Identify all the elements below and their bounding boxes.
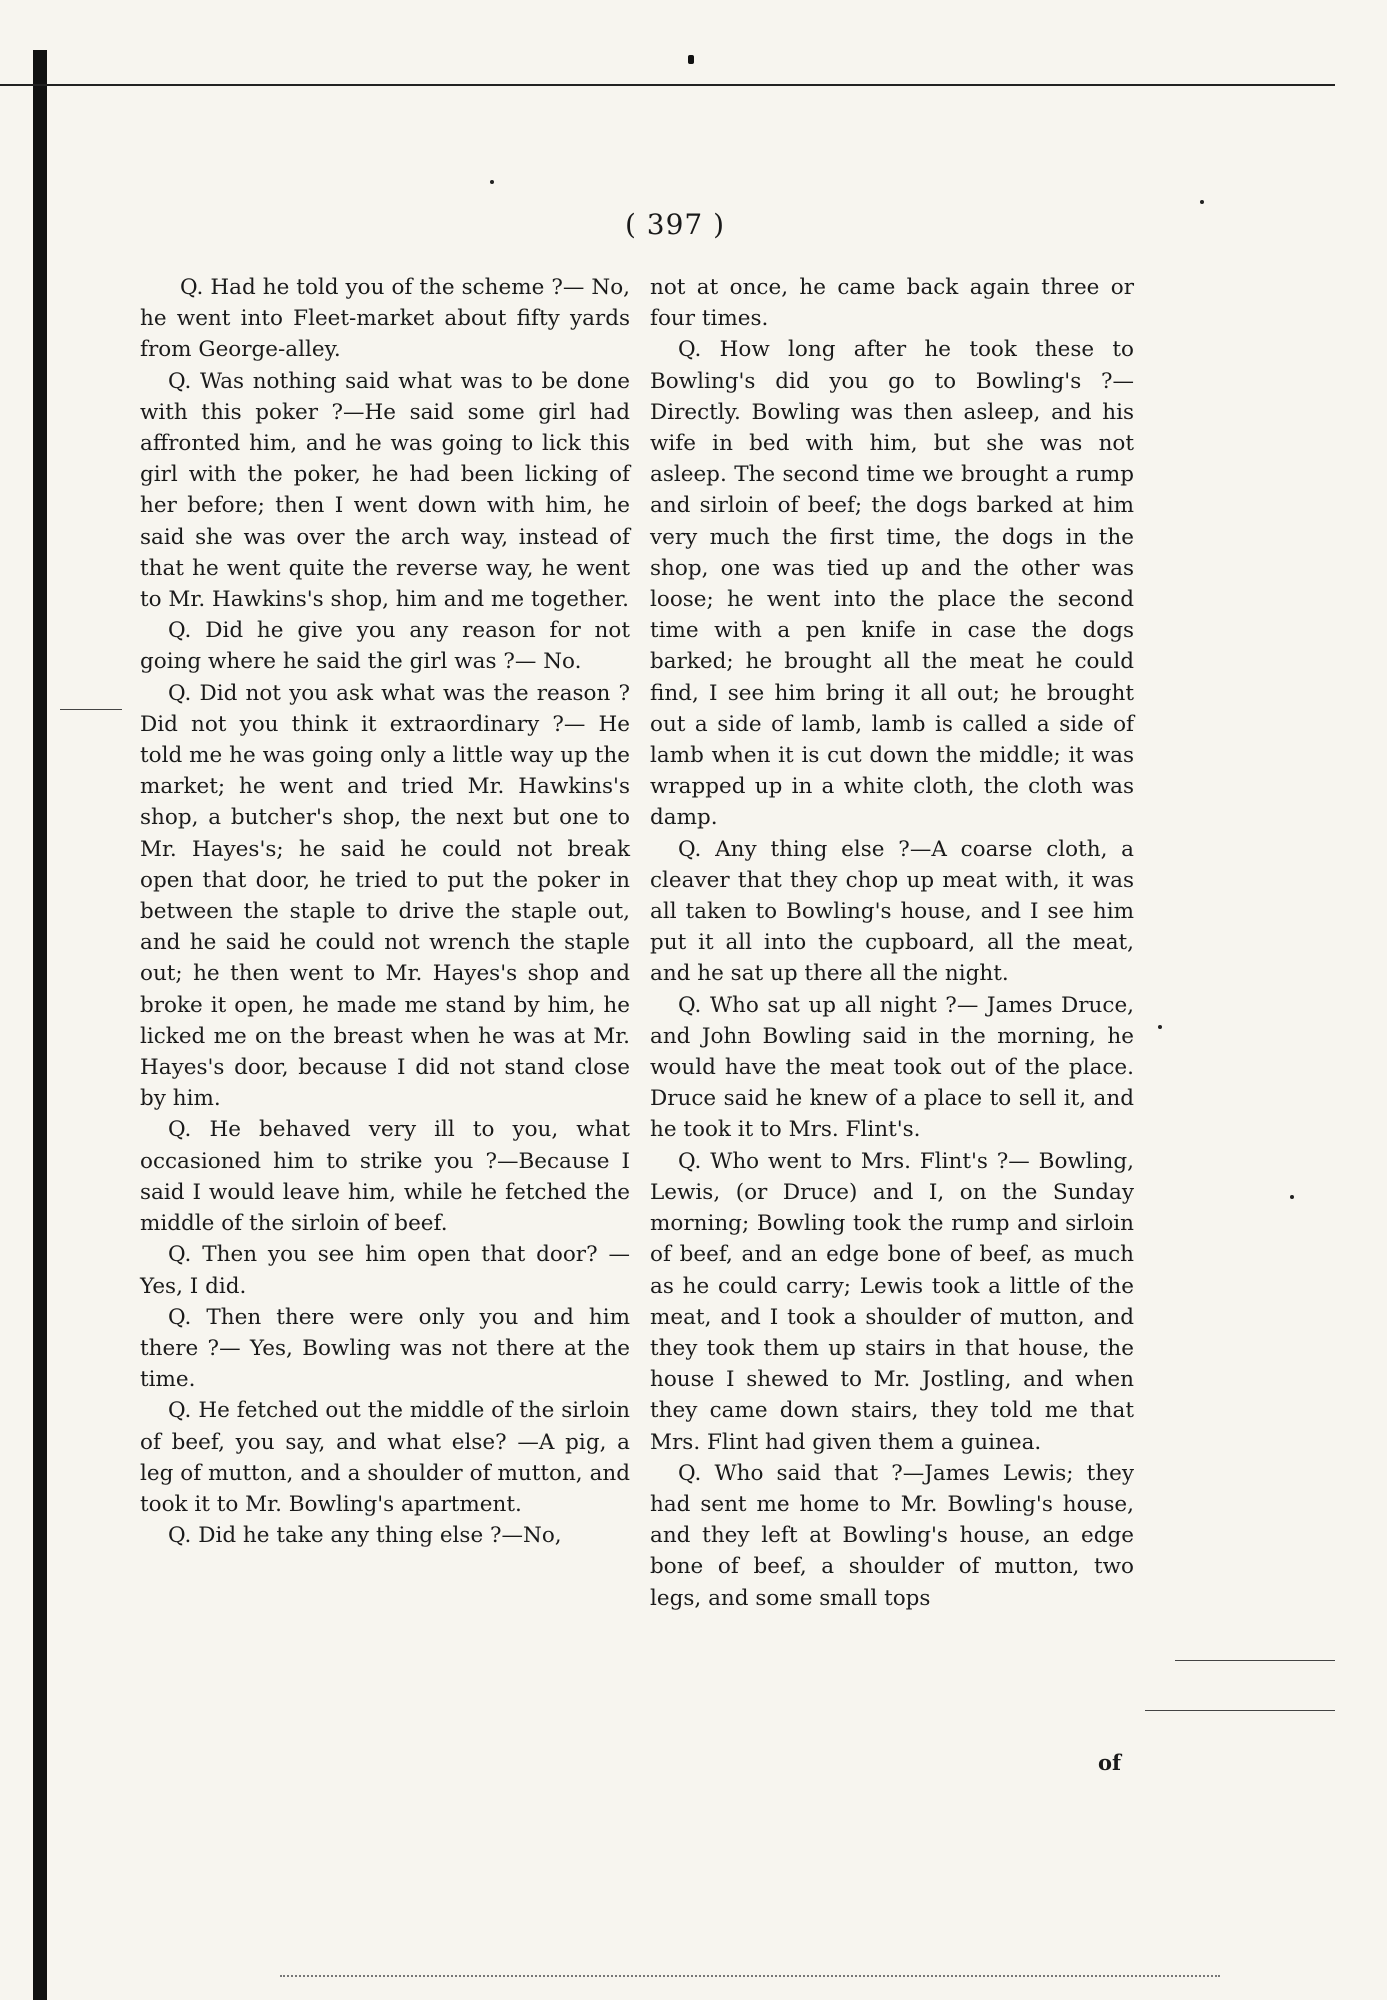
ink-speck (1290, 1195, 1294, 1199)
margin-line (1175, 1660, 1335, 1661)
paragraph: Q. Did he take any thing else ?—No, (168, 1523, 562, 1549)
paragraph: Q. Did he give you any reason for not going where he said the girl was ?— No. (140, 618, 630, 675)
paragraph: Q. How long after he took these to Bowling's did you go to Bowling's ?— Directly. Bowling was then asleep, and his wife in bed with him, but she was not asleep. The second time we brought a rump and sirloin of beef; the dogs barked at him very much the first time, the dogs in the shop, one was tied up and the other was loose; he went into the place the second time with a pen knife in case the dogs barked; he brought all the meat he could find, I see him bring it all out; he brought out a side of lamb, lamb is called a side of lamb when it is cut down the middle; it was wrapped up in a white cloth, the cloth was damp. (650, 337, 1134, 831)
ink-speck (490, 180, 494, 184)
paragraph: Q. Had he told you of the scheme ?— No, he went into Fleet-market about fifty yards from George-alley. (140, 275, 630, 363)
paragraph: Q. Then there were only you and him there ?— Yes, Bowling was not there at the time. (140, 1304, 630, 1393)
page-binding-edge (33, 50, 47, 2000)
paragraph: Q. Who went to Mrs. Flint's ?— Bowling, Lewis, (or Druce) and I, on the Sunday morning; Bowling took the rump and sirloin of beef, and an edge bone of beef, as much as he could carry; Lewis took a little of the meat, and I took a shoulder of mutton, and they took them up stairs in that house, the house I shewed to Mr. Jostling, and when they came down stairs, they told me that Mrs. Flint had given them a guinea. (650, 1148, 1134, 1455)
paragraph: Q. Any thing else ?—A coarse cloth, a cleaver that they chop up meat with, it was all taken to Bowling's house, and I see him put it all into the cupboard, all the meat, and he sat up there all the night. (650, 836, 1134, 987)
paragraph: Q. Was nothing said what was to be done with this poker ?—He said some girl had affronted him, and he was going to lick this girl with the poker, he had been licking of her before; then I went down with him, he said she was over the arch way, instead of that he went quite the reverse way, he went to Mr. Hawkins's shop, him and me together. (140, 368, 630, 613)
catchword: of (1098, 1750, 1122, 1775)
ink-speck (1158, 1025, 1162, 1029)
bottom-scan-noise (280, 1975, 1220, 1980)
ink-dot (688, 55, 694, 64)
page-number: ( 397 ) (624, 208, 726, 241)
paragraph: Q. He fetched out the middle of the sirloin of beef, you say, and what else? —A pig, a leg of mutton, and a shoulder of mutton, and took it to Mr. Bowling's apartment. (140, 1398, 630, 1517)
right-column (650, 272, 1134, 1614)
paragraph: Q. Did not you ask what was the reason ? Did not you think it extraordinary ?— He told me he was going only a little way up the market; he went and tried Mr. Hawkins's shop, a butcher's shop, the next but one to Mr. Hayes's; he said he could not break open that door, he tried to put the poker in between the staple to drive the staple out, and he said he could not wrench the staple out; he then went to Mr. Hayes's shop and broke it open, he made me stand by him, he licked me on the breast when he was at Mr. Hayes's door, because I did not stand close by him. (140, 680, 630, 1112)
left-column (140, 272, 630, 1551)
paragraph: Q. Who said that ?—James Lewis; they had sent me home to Mr. Bowling's house, and they left at Bowling's house, an edge bone of beef, a shoulder of mutton, two legs, and some small tops (650, 1460, 1134, 1611)
paragraph: Q. Then you see him open that door? —Yes, I did. (140, 1242, 630, 1299)
margin-line (1145, 1710, 1335, 1711)
ink-speck (1200, 200, 1204, 204)
paragraph: not at once, he came back again three or four times. (650, 275, 1134, 332)
paragraph: Q. Who sat up all night ?— James Druce, and John Bowling said in the morning, he would have the meat took out of the place. Druce said he knew of a place to sell it, and he took it to Mrs. Flint's. (650, 992, 1134, 1143)
paragraph: Q. He behaved very ill to you, what occasioned him to strike you ?—Because I said I would leave him, while he fetched the middle of the sirloin of beef. (140, 1117, 630, 1237)
margin-line (60, 709, 122, 710)
top-rule (0, 84, 1335, 86)
